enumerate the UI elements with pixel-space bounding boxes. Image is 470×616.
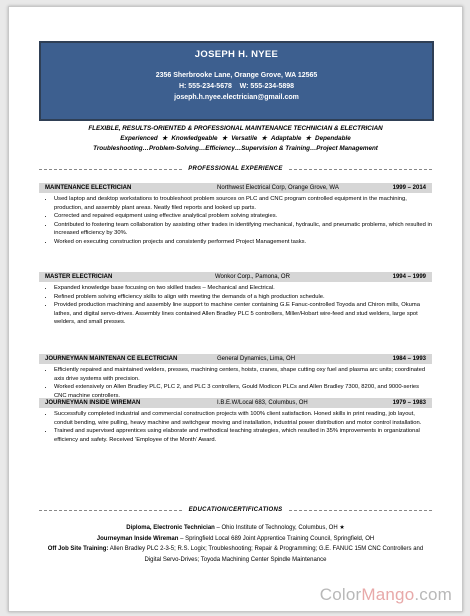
contact-header [39,41,434,121]
email: joseph.h.nyee.electrician@gmail.com [174,94,299,101]
job-entry [39,183,432,246]
candidate-name: JOSEPH H. NYEE [194,49,279,60]
job-bullets [39,410,432,444]
star-icon: ★ [161,135,168,142]
summary-skills: Troubleshooting…Problem-Solving…Efficiency…Supervision & Training…Project Management [93,145,378,152]
job-company: I.B.E.W/Local 683, Columbus, OH [217,400,308,406]
job-company: Northwest Electrical Corp, Orange Grove, WA [217,185,339,191]
star-icon: ★ [221,135,228,142]
phone-home: H: 555-234-5678 [178,83,232,90]
job-entry [39,272,432,327]
job-header [39,272,432,282]
bullet-item: • Provided production machining and assembly line support to machine center containing G.E Fanuc-controlled Toyoda and Chiron mills, Okuma lathes, and digital servo-drives. Assembly lines contained Allen Bradley PLC 5 controllers, Miller/Hobart wire-feed and stud welders, large spot welders, and small presses. [54,301,432,327]
job-title: MAINTENANCE ELECTRICIAN [45,185,132,191]
job-company: Wonkor Corp., Pamona, OR [215,274,290,280]
trait: Dependable [315,135,351,142]
education-degree: Journeyman Inside Wireman [96,535,179,542]
training-detail: Allen Bradley PLC 2-3-5; R.S. Logix; Troubleshooting; Repair & Programming; G.E. FANUC 15M CNC Controllers and Digital Servo-Drives; Toyoda Machining Center Spindle Maintenance [108,546,424,563]
trait: Adaptable [270,135,302,142]
education-block [39,523,432,565]
phone-numbers [41,81,432,92]
job-dates: 1999 – 2014 [392,185,426,191]
job-company: General Dynamics, Lima, OH [217,356,296,362]
bullet-item: • Efficiently repaired and maintained welders, presses, machining centers, hoists, cranes, shape cutting oxy fuel and plasma arc units; coordinated axis drive systems with precision. [54,366,432,383]
job-dates: 1994 – 1999 [392,274,426,280]
job-title: JOURNEYMAN INSIDE WIREMAN [45,400,141,406]
job-bullets [39,284,432,327]
watermark-part: .com [414,585,452,604]
job-title: JOURNEYMAN MAINTENAN CE ELECTRICIAN [45,356,178,362]
watermark-part: Color [319,585,362,604]
job-dates: 1979 – 1983 [392,400,426,406]
training-label: Off Job Site Training: [47,546,109,552]
job-header [39,183,432,193]
education-line [39,534,432,545]
job-header [39,354,432,364]
watermark-part: Mango [361,585,415,604]
trait: Knowledgeable [171,135,218,142]
education-line [39,523,432,534]
phone-work: W: 555-234-5898 [239,83,295,90]
experience-heading-text: PROFESSIONAL EXPERIENCE [182,164,288,174]
summary-title: FLEXIBLE, RESULTS-ORIENTED & PROFESSIONAL MAINTENANCE TECHNICIAN & ELECTRICIAN [88,125,383,132]
job-bullets [39,195,432,246]
education-heading-text: EDUCATION/CERTIFICATIONS [183,505,289,515]
job-dates: 1984 – 1993 [392,356,426,362]
bullet-item: • Contributed to fostering team collaboration by assisting other trades in identifying mechanical, hydraulic, and pneumatic problems, which resulted in increased efficiency by 30%. [54,221,432,238]
education-degree: Diploma, Electronic Technician [126,525,215,531]
bullet-item: • Worked extensively on Allen Bradley PLC, PLC 2, and PLC 3 controllers, Gould Modicon PLCs and Allen Bradley 7300, 8200, and 9000-series CNC machine controllers. [54,383,432,400]
star-icon: ★ [305,135,312,142]
trait: Experienced [120,135,158,142]
bullet-item: • Used laptop and desktop workstations to troubleshoot problem sources on PLC and CNC program controlled equipment in the machining, production, and assembly plant areas. Neatly filed reports and looked up parts. [54,195,432,212]
resume-page [8,6,463,612]
bullet-item: • Corrected and repaired equipment using effective analytical problem solving strategies. [54,212,432,221]
experience-heading [39,164,432,174]
job-title: MASTER ELECTRICIAN [45,274,113,280]
job-entry [39,354,432,400]
bullet-item: • Expanded knowledge base focusing on two skilled trades – Mechanical and Electrical. [54,284,432,293]
trait: Versatile [231,135,258,142]
education-line [39,544,432,565]
summary-block [39,124,432,154]
bullet-item: • Refined problem solving efficiency skills to align with meeting the demands of a high production schedule. [54,293,432,302]
summary-traits [39,134,432,144]
address: 2356 Sherbrooke Lane, Orange Grove, WA 12565 [155,72,318,79]
bullet-item: • Successfully completed industrial and commercial construction projects with 100% client satisfaction. Honed skills in print reading, job layout, conduit bending, wire pulling, heavy machine and switchgear moving and installation, industrial power distribution and motor control installation. [54,410,432,427]
job-bullets [39,366,432,400]
education-detail: – Springfield Local 689 Joint Apprentice Training Council, Springfield, OH [178,535,375,542]
education-detail: – Ohio Institute of Technology, Columbus, OH ★ [214,525,345,531]
education-heading [39,505,432,515]
job-entry [39,398,432,444]
bullet-item: • Trained and supervised apprentices using elaborate and methodical teaching strategies, which resulted in 35% improvements in organizational efficiency and safety. Received ‘Employee of the Month’ Award. [54,427,432,444]
job-header [39,398,432,408]
star-icon: ★ [261,135,267,142]
bullet-item: • Worked on executing construction projects and consistently performed Project Management tasks. [54,238,432,247]
colormango-watermark [320,585,452,605]
